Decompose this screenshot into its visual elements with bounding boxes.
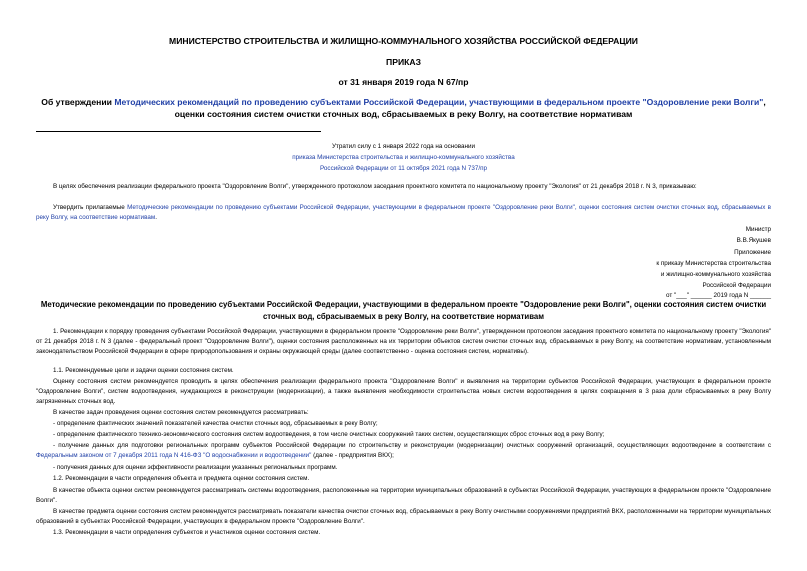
rec-paragraph-goals: Оценку состояния систем рекомендуется проводить в целях обеспечения реализации федерального проекта "Оздоровление Волги" и выявления на территории субъектов Российской Федерации, участвующих в федеральном проекте "Оздоровление Волги", систем водоотведения, нуждающихся в реконструкции (модернизации), а также выявления необходимости строительства новых систем водоотведения в целях сокращения в 3 раза доли сбрасываемых в реку Волгу загрязненных сточных вод. [36,378,771,405]
appendix-line-5: от "___" ______ 2019 года N ______ [666,292,771,299]
title-link[interactable]: Методических рекомендаций по проведению субъектами Российской Федерации, участвующими в федеральном проекте "Оздоровление реки Волги" [114,97,764,107]
rec-item-3 [36,441,771,461]
annotation-link-line-1[interactable]: приказа Министерства строительства и жилищно-коммунального хозяйства [292,154,515,161]
annotation-line-1: Утратил силу с 1 января 2022 года на основании [331,143,476,150]
approve-suffix: . [155,213,157,221]
rec-item-2: - определение фактического технико-экономического состояния систем водоотведения, в том числе очистных сооружений таких систем, осуществляющих сброс сточных вод в реку Волгу; [53,431,605,438]
appendix-line-3: и жилищно-коммунального хозяйства [660,271,771,278]
divider-line [36,131,321,132]
rec-paragraph-tasks: В качестве задач проведения оценки состояния систем рекомендуется рассматривать: [53,409,309,416]
signature-name: В.В.Якушев [736,237,771,244]
rec-paragraph-1-1: 1.1. Рекомендуемые цели и задачи оценки состояния систем. [53,367,234,374]
paragraph-preamble: В целях обеспечения реализации федерального проекта "Оздоровление Волги", утвержденного протоколом заседания проектного комитета по национальному проекту "Экология" от 21 декабря 2018 г. N 3, приказываю: [53,183,697,190]
approve-prefix: Утвердить прилагаемые [53,204,128,211]
rec-item-1: - определение фактических значений показателей качества очистки сточных вод, сбрасываемых в реку Волгу; [53,420,378,427]
recommendations-heading: Методические рекомендации по проведению субъектами Российской Федерации, участвующими в федеральном проекте "Оздоровление реки Волги", оценки состояния систем очистки сточных вод, сбрасываемых в реку Волгу, на соответствие нормативам [40,300,767,321]
rec-paragraph-subject: В качестве предмета оценки состояния систем рекомендуется рассматривать показатели качества очистки сточных вод, сбрасываемых в реку Волгу очистными сооружениями предприятий ВКХ, расположенными на территории муниципальных образований в субъектах Российской Федерации, участвующих в федеральном проекте "Оздоровление Волги". [36,508,771,525]
signature-position: Министр [745,226,771,233]
document-title [36,96,771,120]
rec-paragraph-1: 1. Рекомендации к порядку проведения субъектами Российской Федерации, участвующими в федеральном проекте "Оздоровление реки Волги", утвержденном протоколом заседания проектного комитета по национальному проекту "Экология" от 21 декабря 2018 г. N 3 (далее - федеральный проект "Оздоровление Волги"), оценки состояния расположенных на их территории объектов систем очистки сточных вод, сбрасываемых в реку Волгу, на соответствие нормативам, установленным законодательством Российской Федерации в сфере природопользования и охраны окружающей среды (далее соответственно - оценка состояния систем, нормативы). [36,328,771,355]
paragraph-approve [36,203,771,223]
appendix-line-2: к приказу Министерства строительства [656,260,771,267]
rec-paragraph-1-3: 1.3. Рекомендации в части определения субъектов и участников оценки состояния систем. [53,529,321,536]
appendix-line-4: Российской Федерации [702,282,771,289]
rec-item-3-suffix: (далее - предприятия ВКХ); [311,451,394,459]
rec-item-4: - получения данных для оценки эффективности реализации указанных региональных программ. [53,464,338,471]
rec-paragraph-1-2: 1.2. Рекомендации в части определения объекта и предмета оценки состояния систем. [53,475,310,482]
rec-paragraph-object: В качестве объекта оценки систем рекомендуется рассматривать системы водоотведения, расположенные на территории муниципальных образований в субъектах Российской Федерации, участвующих в федеральном проекте "Оздоровление Волги". [36,487,771,504]
title-suffix: , оценки состояния систем очистки сточных вод, сбрасываемых в реку Волгу, на соответствие нормативам [174,97,766,119]
ministry-name: МИНИСТЕРСТВО СТРОИТЕЛЬСТВА И ЖИЛИЩНО-КОММУНАЛЬНОГО ХОЗЯЙСТВА РОССИЙСКОЙ ФЕДЕРАЦИИ [169,36,638,46]
appendix-line-1: Приложение [734,249,771,256]
order-word: ПРИКАЗ [386,57,421,67]
title-prefix: Об утверждении [41,97,115,107]
order-date: от 31 января 2019 года N 67/пр [338,77,469,87]
approve-link[interactable]: Методические рекомендации по проведению субъектами Российской Федерации, участвующими в федеральном проекте "Оздоровление реки Волги", оценки состояния систем очистки сточных вод, сбрасываемых в реку Волгу, на соответствие нормативам [36,204,772,221]
rec-item-3-prefix: - получение данных для подготовки региональных программ субъектов Российской Федерации по строительству и реконструкции (модернизации) очистных сооружений организаций, осуществляющих водоотведение в соответствии с [53,442,771,449]
annotation-link-line-2[interactable]: Российской Федерации от 11 октября 2021 года N 737/пр [320,165,487,172]
federal-law-link[interactable]: Федеральным законом от 7 декабря 2011 года N 416-ФЗ "О водоснабжении и водоотведении" [36,451,312,459]
